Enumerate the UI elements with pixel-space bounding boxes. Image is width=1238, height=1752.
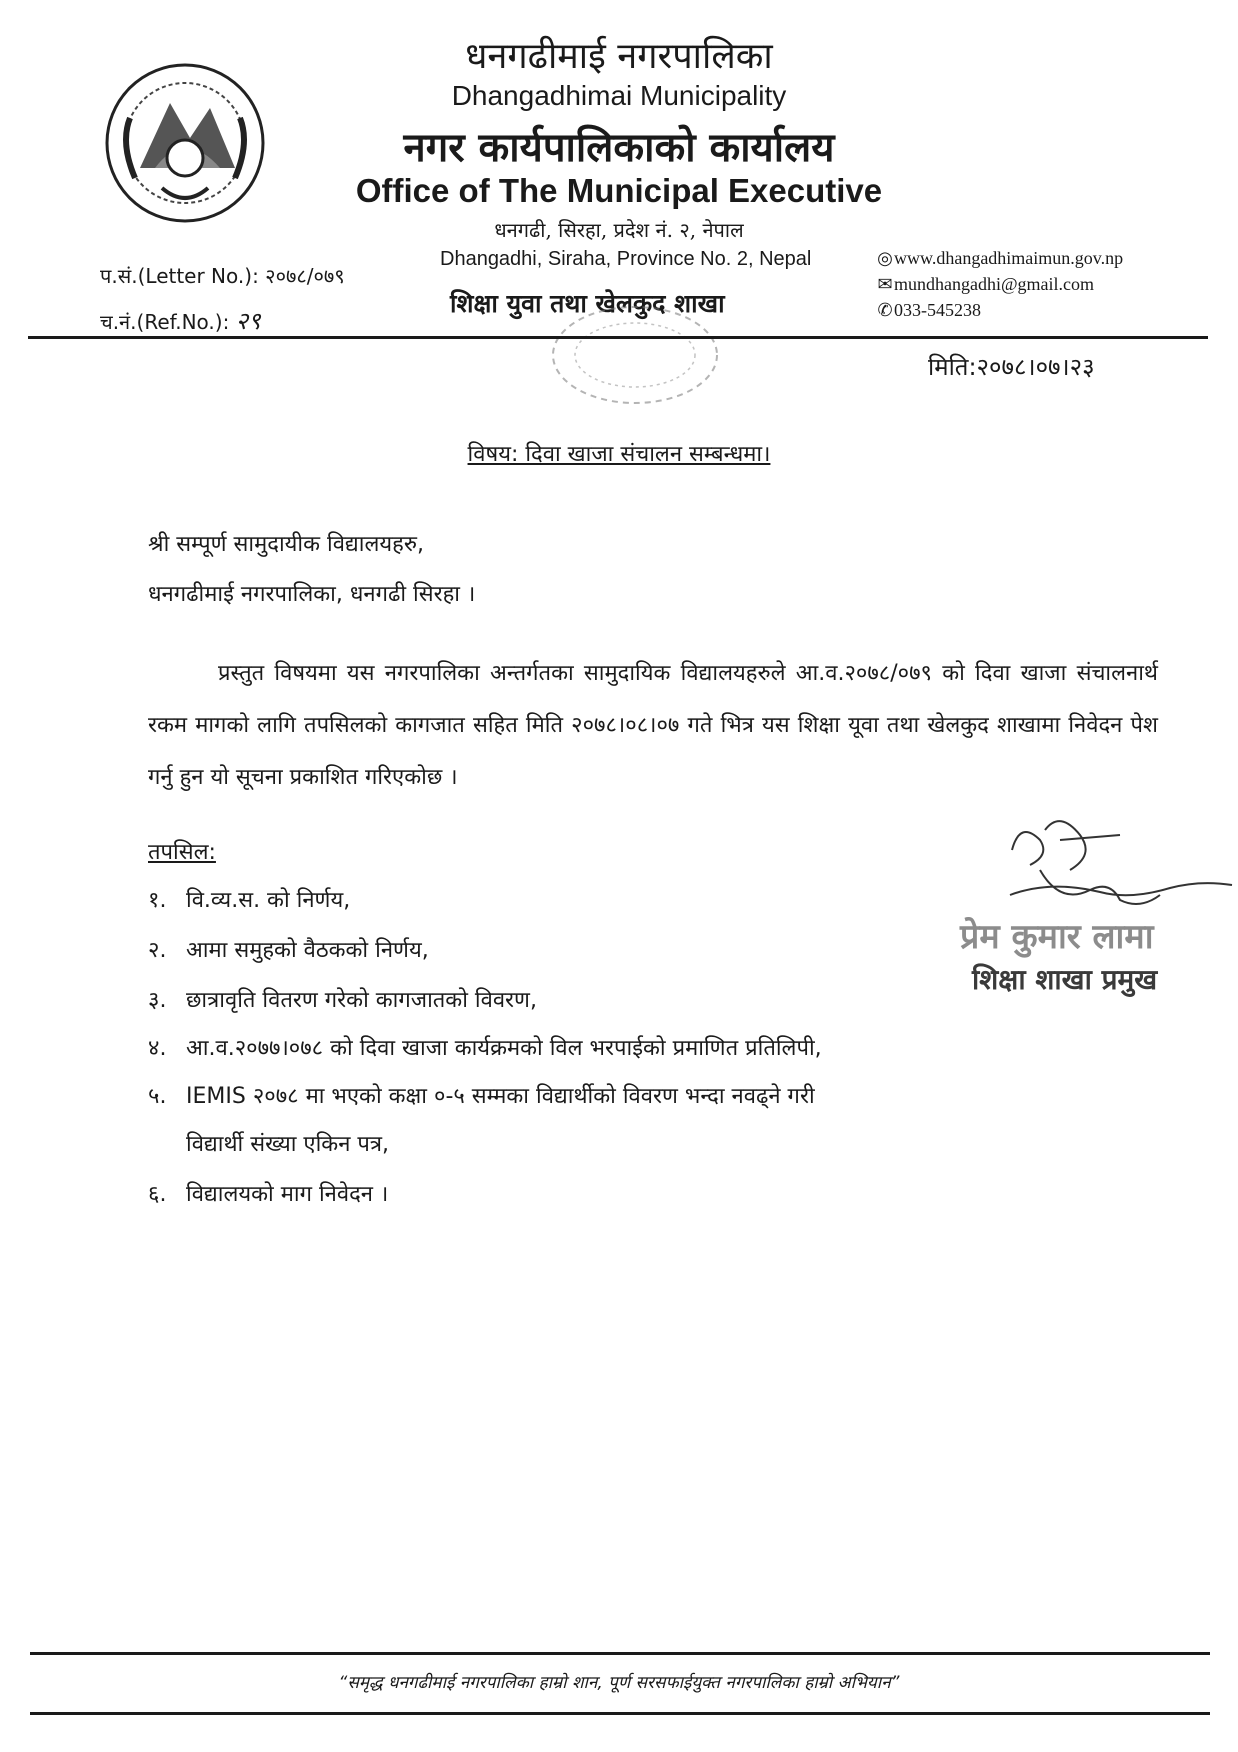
letter-number: प.सं.(Letter No.): २०७८/०७९ [100,264,345,288]
list-item-number: ४. [148,1036,167,1061]
email-text: mundhangadhi@gmail.com [894,274,1095,294]
header-divider [28,336,1208,339]
mail-icon: ✉ [877,274,893,294]
office-name-en: Office of The Municipal Executive [355,172,883,209]
email[interactable] [876,274,1094,295]
phone-text: 033-545238 [894,300,981,320]
list-item [148,1032,822,1062]
section-name: शिक्षा युवा तथा खेलकुद शाखा [450,289,725,318]
list-item-text: विद्यालयको माग निवेदन । [186,1182,389,1207]
list-item [148,1080,815,1110]
address-np: धनगढी, सिरहा, प्रदेश नं. २, नेपाल [494,218,744,242]
municipality-name-en: Dhangadhimai Municipality [451,80,787,111]
list-item-text: आमा समुहको वैठकको निर्णय, [186,938,429,963]
footer-divider-top [30,1652,1210,1655]
list-item [148,934,429,964]
handwritten-signature-icon [1000,810,1238,920]
website-text: www.dhangadhimaimun.gov.np [894,248,1124,268]
letter-body: प्रस्तुत विषयमा यस नगरपालिका अन्तर्गतका सामुदायिक विद्यालयहरुले आ.व.२०७८/०७९ को दिवा खाजा संचालनार्थ रकम मागको लागि तपसिलको कागजात सहित मिति २०७८।०८।०७ गते भित्र यस शिक्षा यूवा तथा खेलकुद शाखामा निवेदन पेश गर्नु हुन यो सूचना प्रकाशित गरिएकोछ । [148,661,1158,790]
reference-number [100,304,261,337]
list-item-number: १. [148,888,167,913]
footer-motto: “समृद्ध धनगढीमाई नगरपालिका हाम्रो शान, पूर्ण सरसफाईयुक्त नगरपालिका हाम्रो अभियान” [338,1673,900,1693]
signatory-title: शिक्षा शाखा प्रमुख [972,963,1158,996]
addressee-line-1: श्री सम्पूर्ण सामुदायीक विद्यालयहरु, [148,532,425,557]
list-item-number: ५. [148,1084,167,1109]
list-item-text: आ.व.२०७७।०७८ को दिवा खाजा कार्यक्रमको विल भरपाईको प्रमाणित प्रतिलिपी, [186,1036,822,1061]
list-item [148,984,537,1014]
globe-icon: ◎ [877,248,893,268]
footer-divider-bottom [30,1712,1210,1715]
details-heading: तपसिल: [148,840,216,865]
office-stamp-icon [545,300,725,410]
list-item-number: ३. [148,988,167,1013]
letter-subject [0,438,1238,468]
list-item [148,1178,388,1208]
list-item-number: २. [148,938,167,963]
reference-value: २९ [235,307,261,335]
phone [876,300,981,321]
list-item-number: ६. [148,1182,167,1207]
address-en: Dhangadhi, Siraha, Province No. 2, Nepal [440,248,812,270]
subject-text: विषय: दिवा खाजा संचालन सम्बन्धमा। [467,442,771,467]
phone-icon: ✆ [877,300,893,320]
list-item-continuation: विद्यार्थी संख्या एकिन पत्र, [186,1132,390,1157]
office-name-np: नगर कार्यपालिकाको कार्यालय [403,124,835,171]
municipality-name-np: धनगढीमाई नगरपालिका [465,36,773,77]
list-item-text: IEMIS २०७८ मा भएको कक्षा ०-५ सम्मका विद्यार्थीको विवरण भन्दा नवढ्ने गरी [186,1084,815,1109]
reference-label: च.नं.(Ref.No.): [100,310,230,334]
list-item [148,884,350,914]
list-item-text: छात्रावृति वितरण गरेको कागजातको विवरण, [186,988,537,1013]
addressee-line-2: धनगढीमाई नगरपालिका, धनगढी सिरहा । [148,582,476,607]
list-item-text: वि.व्य.स. को निर्णय, [186,888,351,913]
letter-date: मिति:२०७८।०७।२३ [928,353,1095,381]
signatory-name: प्रेम कुमार लामा [960,917,1154,957]
website[interactable] [876,248,1123,269]
